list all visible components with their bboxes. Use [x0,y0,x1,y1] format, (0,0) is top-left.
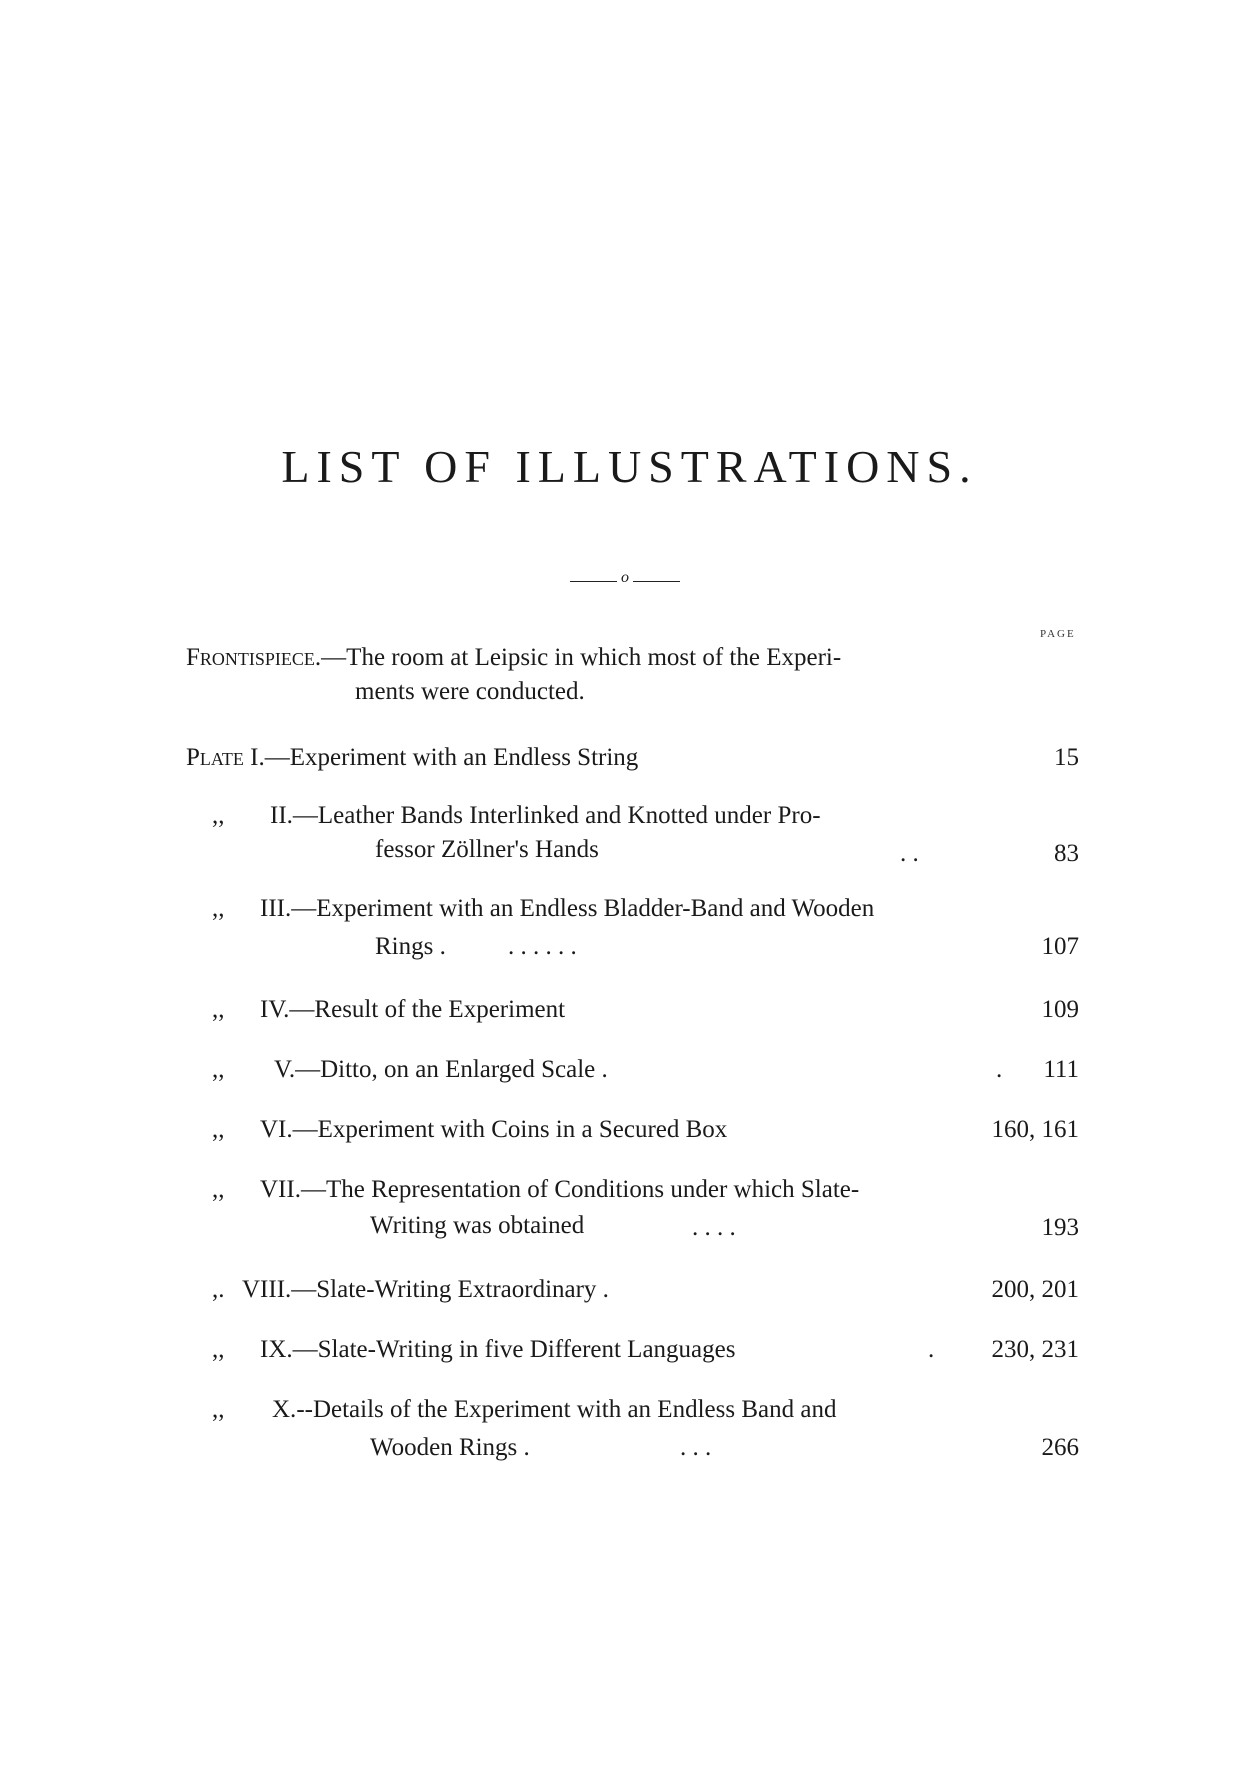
entry-numeral: III. [260,895,292,922]
page-number: 15 [1054,744,1079,771]
entry-numeral: X. [272,1396,297,1423]
page-number: 193 [1041,1214,1079,1241]
ditto-mark: ,, [212,802,225,829]
entry-text-continued: ments were conducted. [355,678,585,705]
entry-text: —Experiment with Coins in a Secured Box [292,1116,728,1143]
entry-numeral: I. [250,744,265,771]
entry-text: —Leather Bands Interlinked and Knotted under Pro- [292,802,821,829]
entry-text-continued: Rings . [375,933,446,960]
entry-text: —Experiment with an Endless String [264,744,639,771]
page-number: 109 [1041,996,1079,1023]
ditto-mark: ,. [212,1276,225,1303]
entry-text: —Slate-Writing Extraordinary . [291,1276,609,1303]
dot-leader: . [928,1336,935,1363]
ditto-mark: ,, [212,1116,225,1143]
page-title: LIST OF ILLUSTRATIONS. [281,441,978,492]
entry-numeral: VII. [260,1176,301,1203]
entry-numeral: IV. [260,996,290,1023]
entry-numeral: V. [274,1056,296,1083]
ditto-mark: ,, [212,996,225,1023]
entry-text: --Details of the Experiment with an Endless Band and [296,1396,837,1423]
page-number: 83 [1054,840,1079,867]
separator-line-right [633,581,680,582]
entry-text: .—The room at Leipsic in which most of the Experi- [314,644,842,671]
page-number: 111 [1043,1056,1079,1083]
entry-text-continued: Wooden Rings . [370,1434,530,1461]
entry-text: —Slate-Writing in five Different Languages [292,1336,736,1363]
page-number: 107 [1041,933,1079,960]
ditto-mark: ,, [212,1396,225,1423]
entry-text-continued: fessor Zöllner's Hands [375,836,599,863]
dot-leader: . . . . . . [508,933,577,960]
entry-numeral: II. [270,802,293,829]
page-number: 266 [1041,1434,1079,1461]
separator-line-left [570,581,617,582]
dot-leader: . [996,1056,1003,1083]
entry-label: Plate [186,744,244,771]
page-number: 230, 231 [991,1336,1079,1363]
ditto-mark: ,, [212,895,225,922]
dot-leader: . . . . [692,1214,736,1241]
ditto-mark: ,, [212,1056,225,1083]
entry-numeral: VIII. [242,1276,292,1303]
page-number: 160, 161 [991,1116,1079,1143]
ditto-mark: ,, [212,1336,225,1363]
title-separator [570,570,680,592]
entry-text-continued: Writing was obtained [370,1212,585,1239]
entry-text: —The Representation of Conditions under which Slate- [300,1176,860,1203]
dot-leader: . . [900,840,919,867]
entry-text: —Experiment with an Endless Bladder-Band and Wooden [291,895,875,922]
page-column-header: PAGE [1040,628,1076,640]
entry-numeral: VI. [260,1116,293,1143]
entry-text: —Ditto, on an Enlarged Scale . [295,1056,608,1083]
page-number: 200, 201 [991,1276,1079,1303]
entry-label: Frontispiece [186,644,315,671]
ditto-mark: ,, [212,1176,225,1203]
entry-numeral: IX. [260,1336,293,1363]
entry-text: —Result of the Experiment [289,996,566,1023]
separator-mark: o [621,569,629,586]
dot-leader: . . . [680,1434,712,1461]
